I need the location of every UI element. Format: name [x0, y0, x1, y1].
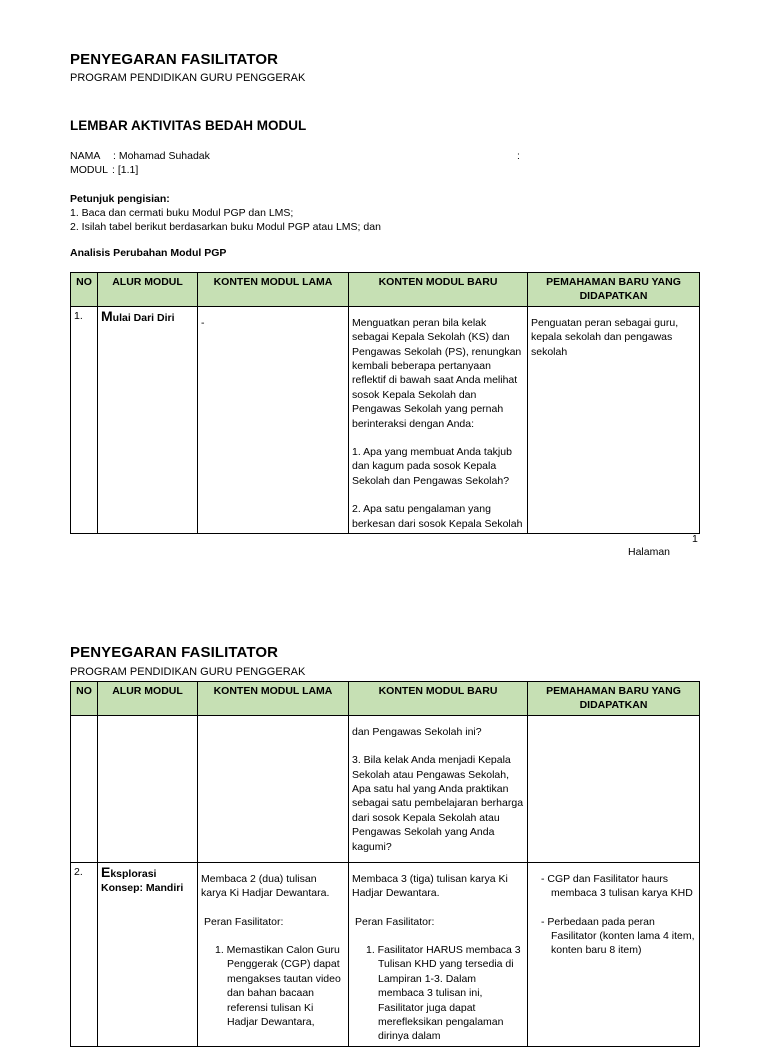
konten-baru-paragraph: Membaca 3 (tiga) tulisan karya Ki Hadjar Dewantara.	[352, 872, 508, 900]
pemahaman-cell	[528, 715, 700, 862]
konten-baru-paragraph: dan Pengawas Sekolah ini?	[352, 725, 482, 738]
modul-label: MODUL	[70, 164, 108, 176]
alur-modul-cell	[98, 306, 198, 533]
header-konten-baru: KONTEN MODUL BARU	[349, 682, 528, 716]
row-number	[71, 715, 98, 862]
petunjuk-item: 2. Isilah tabel berikut berdasarkan buku Modul PGP atau LMS; dan	[70, 221, 381, 233]
row-number: 2.	[71, 862, 98, 1046]
table-row	[71, 715, 700, 862]
header-no: NO	[71, 273, 98, 307]
alur-text: ulai Dari Diri	[112, 311, 175, 324]
pemahaman-bullet: - CGP dan Fasilitator haurs membaca 3 tulisan karya KHD	[541, 872, 693, 900]
konten-lama-cell: -	[198, 306, 349, 533]
table-row	[71, 862, 700, 1046]
analysis-table-page1	[70, 272, 700, 534]
konten-lama-paragraph: Peran Fasilitator:	[204, 915, 284, 928]
analisis-title: Analisis Perubahan Modul PGP	[70, 247, 227, 259]
petunjuk-item: 1. Baca dan cermati buku Modul PGP dan LMS;	[70, 207, 294, 219]
konten-baru-cell	[349, 715, 528, 862]
page-title: PENYEGARAN FASILITATOR	[70, 644, 279, 661]
page-subtitle: PROGRAM PENDIDIKAN GURU PENGGERAK	[70, 666, 306, 678]
header-alur-modul: ALUR MODUL	[98, 682, 198, 716]
header-pemahaman: PEMAHAMAN BARU YANG DIDAPATKAN	[528, 682, 700, 716]
pemahaman-cell	[528, 862, 700, 1046]
header-alur-modul: ALUR MODUL	[98, 273, 198, 307]
header-pemahaman: PEMAHAMAN BARU YANG DIDAPATKAN	[528, 273, 700, 307]
alur-modul-cell	[98, 715, 198, 862]
page-number: 1	[692, 533, 698, 545]
petunjuk-title: Petunjuk pengisian:	[70, 193, 170, 205]
konten-baru-paragraph: Peran Fasilitator:	[355, 915, 435, 928]
alur-text: ksplorasi Konsep: Mandiri	[101, 867, 184, 895]
table-row	[71, 306, 700, 533]
header-konten-lama: KONTEN MODUL LAMA	[198, 273, 349, 307]
page-subtitle: PROGRAM PENDIDIKAN GURU PENGGERAK	[70, 72, 306, 84]
nama-colon: :	[517, 150, 520, 162]
pemahaman-bullet: - Perbedaan pada peran Fasilitator (konten lama 4 item, konten baru 8 item)	[541, 915, 695, 957]
row-number: 1.	[71, 306, 98, 533]
analysis-table-page2	[70, 681, 700, 1047]
konten-lama-cell	[198, 715, 349, 862]
konten-baru-cell	[349, 306, 528, 533]
konten-lama-paragraph: Membaca 2 (dua) tulisan karya Ki Hadjar Dewantara.	[201, 872, 330, 900]
konten-lama-cell	[198, 862, 349, 1046]
konten-baru-list-item: 1. Fasilitator HARUS membaca 3 Tulisan KHD yang tersedia di Lampiran 1-3. Dalam membaca 3 tulisan ini, Fasilitator juga dapat merefleksikan pengalaman dirinya dalam	[366, 944, 521, 1043]
document-heading: LEMBAR AKTIVITAS BEDAH MODUL	[70, 118, 307, 133]
konten-baru-cell	[349, 862, 528, 1046]
modul-value: : [1.1]	[112, 164, 139, 176]
header-konten-baru: KONTEN MODUL BARU	[349, 273, 528, 307]
page-label: Halaman	[628, 546, 671, 558]
konten-baru-question: 3. Bila kelak Anda menjadi Kepala Sekolah atau Pengawas Sekolah, Apa satu hal yang Anda praktikan sebagai satu pembelajaran berharga dari sosok Kepala Sekolah atau Pengawas Sekolah yang Anda kagumi?	[352, 754, 524, 853]
konten-baru-paragraph: Menguatkan peran bila kelak sebagai Kepala Sekolah (KS) dan Pengawas Sekolah (PS), renungkan kembali beberapa pertanyaan reflektif di bawah saat Anda melihat sosok Kepala Sekolah dan Pengawas Sekolah yang pernah berinteraksi dengan Anda:	[352, 316, 522, 430]
alur-modul-cell	[98, 862, 198, 1046]
alur-initial: E	[101, 863, 111, 880]
nama-label: NAMA	[70, 150, 101, 162]
pemahaman-cell: Penguatan peran sebagai guru, kepala sekolah dan pengawas sekolah	[528, 306, 700, 533]
alur-initial: M	[101, 307, 113, 324]
nama-value: : Mohamad Suhadak	[113, 150, 210, 162]
konten-lama-list-item: 1. Memastikan Calon Guru Penggerak (CGP) dapat mengakses tautan video dan bahan bacaan referensi tulisan Ki Hadjar Dewantara,	[215, 944, 341, 1029]
page-title: PENYEGARAN FASILITATOR	[70, 51, 279, 68]
header-konten-lama: KONTEN MODUL LAMA	[198, 682, 349, 716]
konten-baru-question: 2. Apa satu pengalaman yang berkesan dari sosok Kepala Sekolah	[352, 503, 523, 530]
header-no: NO	[71, 682, 98, 716]
konten-baru-question: 1. Apa yang membuat Anda takjub dan kagum pada sosok Kepala Sekolah dan Pengawas Sekolah?	[352, 446, 512, 487]
